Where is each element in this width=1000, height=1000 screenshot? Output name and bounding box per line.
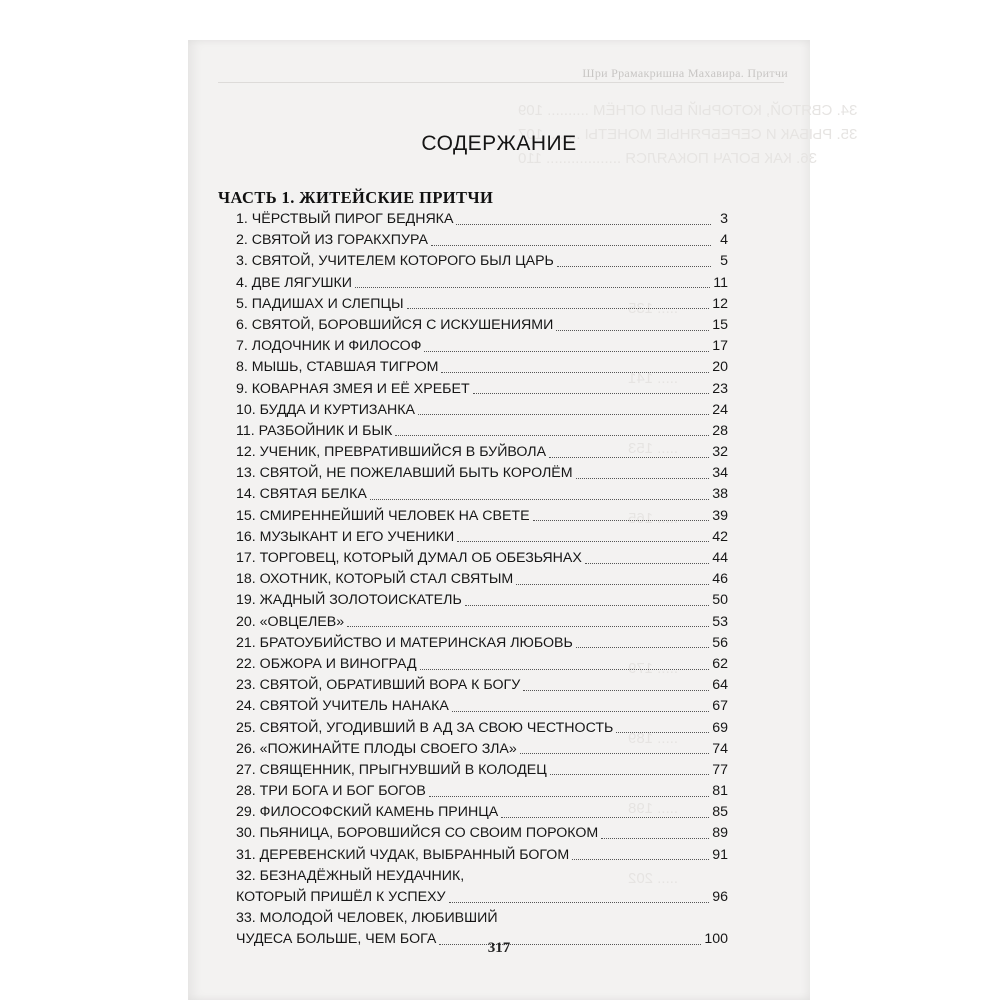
dot-leader [456, 223, 711, 225]
toc-entry-page: 28 [712, 422, 728, 439]
toc-entry [236, 379, 728, 400]
toc-entry-title: 23. СВЯТОЙ, ОБРАТИВШИЙ ВОРА К БОГУ [236, 677, 521, 694]
running-header: Шри Ррамакришна Махавира. Притчи [582, 66, 788, 80]
toc-entry-page: 74 [712, 740, 728, 757]
toc-entry [236, 400, 728, 421]
toc-entry-page: 77 [712, 761, 728, 778]
show-through-text: ..... 165 [628, 510, 679, 527]
toc-entry-page: 12 [712, 295, 728, 312]
toc-entry-page: 24 [712, 401, 728, 418]
toc-entry [236, 802, 728, 823]
toc-entry [236, 760, 728, 781]
book-page [188, 40, 858, 1000]
dot-leader [576, 646, 709, 648]
toc-entry [236, 230, 728, 251]
show-through-text: ..... 179 [628, 660, 679, 677]
toc-entry-title: 19. ЖАДНЫЙ ЗОЛОТОИСКАТЕЛЬ [236, 592, 462, 609]
dot-leader [523, 689, 709, 691]
toc-entry-title: 26. «ПОЖИНАЙТЕ ПЛОДЫ СВОЕГО ЗЛА» [236, 740, 517, 757]
toc-entry-page: 81 [712, 783, 728, 800]
toc-entry-page: 38 [712, 486, 728, 503]
toc-entry [236, 569, 728, 590]
dot-leader [557, 265, 711, 267]
toc-entry-page: 46 [712, 571, 728, 588]
toc-entry-page: 64 [712, 677, 728, 694]
toc-entry-page: 34 [712, 465, 728, 482]
dot-leader [420, 668, 710, 670]
dot-leader [572, 858, 709, 860]
toc-entry [236, 781, 728, 802]
dot-leader [370, 498, 709, 500]
dot-leader [429, 795, 709, 797]
toc-entry-title: 14. СВЯТАЯ БЕЛКА [236, 486, 367, 503]
toc-entry-title: 27. СВЯЩЕННИК, ПРЫГНУВШИЙ В КОЛОДЕЦ [236, 761, 547, 778]
toc-entry-page: 91 [712, 846, 728, 863]
toc-entry [236, 273, 728, 294]
show-through-text: ..... 141 [628, 370, 679, 387]
toc-entry-title: 3. СВЯТОЙ, УЧИТЕЛЕМ КОТОРОГО БЫЛ ЦАРЬ [236, 253, 554, 270]
page-title: СОДЕРЖАНИЕ [421, 132, 577, 155]
toc-entry-title: КОТОРЫЙ ПРИШЁЛ К УСПЕХУ [236, 889, 446, 905]
dot-leader [549, 456, 709, 458]
toc-entry-page: 62 [712, 655, 728, 672]
toc-entry [236, 845, 728, 866]
toc-entry [236, 548, 728, 569]
toc-entry-title: 8. МЫШЬ, СТАВШАЯ ТИГРОМ [236, 359, 439, 376]
dot-leader [473, 392, 710, 394]
toc-entry [236, 315, 728, 336]
toc-entry-page: 69 [712, 719, 728, 736]
toc-entry-page: 42 [712, 528, 728, 545]
toc-entry [236, 696, 728, 717]
dot-leader [452, 710, 709, 712]
page-number: 317 [487, 940, 511, 956]
toc-entry-title: 25. СВЯТОЙ, УГОДИВШИЙ В АД ЗА СВОЮ ЧЕСТНОСТЬ [236, 719, 614, 736]
toc-entry [236, 590, 728, 611]
show-through-text: 36. КАК БОГАЧ ПОКАЯЛСЯ .................. 110 [518, 150, 817, 167]
toc-entry-page: 39 [712, 507, 728, 524]
toc-entry-title: 17. ТОРГОВЕЦ, КОТОРЫЙ ДУМАЛ ОБ ОБЕЗЬЯНАХ [236, 550, 582, 566]
dot-leader [431, 244, 711, 246]
dot-leader [457, 540, 709, 542]
toc-entry-page: 5 [720, 253, 728, 270]
toc-entry-title: 1. ЧЁРСТВЫЙ ПИРОГ БЕДНЯКА [236, 211, 454, 227]
toc-entry-title: 22. ОБЖОРА И ВИНОГРАД [236, 655, 417, 672]
toc-entry-title: 21. БРАТОУБИЙСТВО И МАТЕРИНСКАЯ ЛЮБОВЬ [236, 634, 573, 651]
show-through-text: ..... 189 [628, 730, 679, 747]
toc-entry-title: 28. ТРИ БОГА И БОГ БОГОВ [236, 783, 426, 800]
show-through-text: 35. РЫБАК И СЕРЕБРЯНЫЕ МОНЕТЫ ........ 107 [518, 126, 858, 143]
toc-entry-title: 32. БЕЗНАДЁЖНЫЙ НЕУДАЧНИК, [236, 867, 465, 884]
dot-leader [347, 625, 709, 627]
toc-entry [236, 484, 728, 505]
toc-entry-page: 15 [712, 316, 728, 333]
toc-entry-page: 53 [712, 613, 728, 630]
toc-entry-page: 89 [712, 825, 728, 842]
toc-entry-title: 4. ДВЕ ЛЯГУШКИ [236, 274, 352, 291]
dot-leader [533, 519, 710, 521]
toc-entry [236, 527, 728, 548]
toc-entry [236, 506, 728, 527]
toc-entry-title: 15. СМИРЕННЕЙШИЙ ЧЕЛОВЕК НА СВЕТЕ [236, 507, 530, 524]
toc-entry-title: 13. СВЯТОЙ, НЕ ПОЖЕЛАВШИЙ БЫТЬ КОРОЛЁМ [236, 465, 573, 482]
toc-entry-page: 32 [712, 444, 728, 461]
dot-leader [576, 477, 710, 479]
toc-entry-title: 9. КОВАРНАЯ ЗМЕЯ И ЕЁ ХРЕБЕТ [236, 380, 470, 397]
dot-leader [550, 773, 710, 775]
toc-entry-title: 12. УЧЕНИК, ПРЕВРАТИВШИЙСЯ В БУЙВОЛА [236, 444, 547, 461]
toc-entry-page: 4 [720, 232, 728, 249]
toc-entry [236, 209, 728, 230]
toc-entry-page: 23 [712, 380, 728, 397]
toc-entry-page: 67 [712, 698, 728, 715]
toc-entry [236, 357, 728, 378]
show-through-text: ..... 202 [628, 870, 679, 887]
toc-entry-title: 33. МОЛОДОЙ ЧЕЛОВЕК, ЛЮБИВШИЙ [236, 910, 498, 927]
dot-leader [407, 307, 710, 309]
toc-entry [236, 336, 728, 357]
show-through-text: ..... 135 [628, 300, 679, 317]
part-heading: ЧАСТЬ 1. ЖИТЕЙСКИЕ ПРИТЧИ [218, 188, 494, 207]
toc-entry-title: 11. РАЗБОЙНИК И БЫК [236, 422, 393, 439]
toc-entry-title: 18. ОХОТНИК, КОТОРЫЙ СТАЛ СВЯТЫМ [236, 571, 514, 588]
toc-entry-title: 2. СВЯТОЙ ИЗ ГОРАКХПУРА [236, 232, 428, 249]
dot-leader [585, 562, 709, 564]
toc-entry [236, 654, 728, 675]
toc-entry [236, 463, 728, 484]
toc-entry-page: 85 [712, 804, 728, 821]
dot-leader [355, 286, 710, 288]
dot-leader [465, 604, 709, 606]
toc-entry-title: 20. «ОВЦЕЛЕВ» [236, 613, 345, 630]
toc-entry-title: 31. ДЕРЕВЕНСКИЙ ЧУДАК, ВЫБРАННЫЙ БОГОМ [236, 846, 570, 863]
toc-entry-page: 11 [713, 274, 728, 291]
toc-entry-page: 50 [712, 592, 728, 609]
toc-entry-title: 30. ПЬЯНИЦА, БОРОВШИЙСЯ СО СВОИМ ПОРОКОМ [236, 825, 599, 842]
toc-entry-title: ЧУДЕСА БОЛЬШЕ, ЧЕМ БОГА [236, 931, 437, 948]
show-through-text: 34. СВЯТОЙ, КОТОРЫЙ БЫЛ ОГНЁМ .......... 109 [518, 102, 858, 119]
dot-leader [418, 413, 709, 415]
dot-leader [424, 350, 709, 352]
toc-entry [236, 251, 728, 272]
toc-entry-page: 3 [720, 211, 728, 227]
dot-leader [501, 816, 709, 818]
show-through-text: ..... 198 [628, 800, 679, 817]
toc-entry-page: 20 [712, 359, 728, 376]
dot-leader [520, 752, 709, 754]
toc-entry [236, 908, 728, 929]
toc-entry [236, 294, 728, 315]
show-through-text: ..... 153 [628, 440, 679, 457]
dot-leader [441, 371, 709, 373]
table-of-contents [236, 209, 728, 951]
dot-leader [556, 329, 709, 331]
toc-entry-title: 24. СВЯТОЙ УЧИТЕЛЬ НАНАКА [236, 698, 449, 715]
dot-leader [395, 434, 709, 436]
dot-leader [601, 837, 709, 839]
toc-entry-page: 17 [712, 338, 728, 355]
toc-entry [236, 887, 728, 908]
header-rule [218, 82, 784, 83]
toc-entry [236, 633, 728, 654]
toc-entry [236, 718, 728, 739]
toc-entry [236, 421, 728, 442]
toc-entry-page: 44 [712, 550, 728, 566]
toc-entry [236, 739, 728, 760]
toc-entry [236, 612, 728, 633]
toc-entry-title: 6. СВЯТОЙ, БОРОВШИЙСЯ С ИСКУШЕНИЯМИ [236, 316, 554, 333]
toc-entry-title: 10. БУДДА И КУРТИЗАНКА [236, 401, 415, 418]
toc-entry-page: 56 [712, 634, 728, 651]
dot-leader [449, 901, 710, 903]
dot-leader [516, 583, 709, 585]
toc-entry [236, 442, 728, 463]
toc-entry-page: 96 [712, 889, 728, 905]
toc-entry-title: 5. ПАДИШАХ И СЛЕПЦЫ [236, 295, 404, 312]
dot-leader [616, 731, 709, 733]
toc-entry-page: 100 [704, 931, 728, 948]
toc-entry [236, 823, 728, 844]
toc-entry [236, 675, 728, 696]
toc-entry-title: 29. ФИЛОСОФСКИЙ КАМЕНЬ ПРИНЦА [236, 804, 499, 821]
toc-entry [236, 866, 728, 887]
toc-entry-title: 16. МУЗЫКАНТ И ЕГО УЧЕНИКИ [236, 528, 455, 545]
toc-entry-title: 7. ЛОДОЧНИК И ФИЛОСОФ [236, 338, 422, 355]
